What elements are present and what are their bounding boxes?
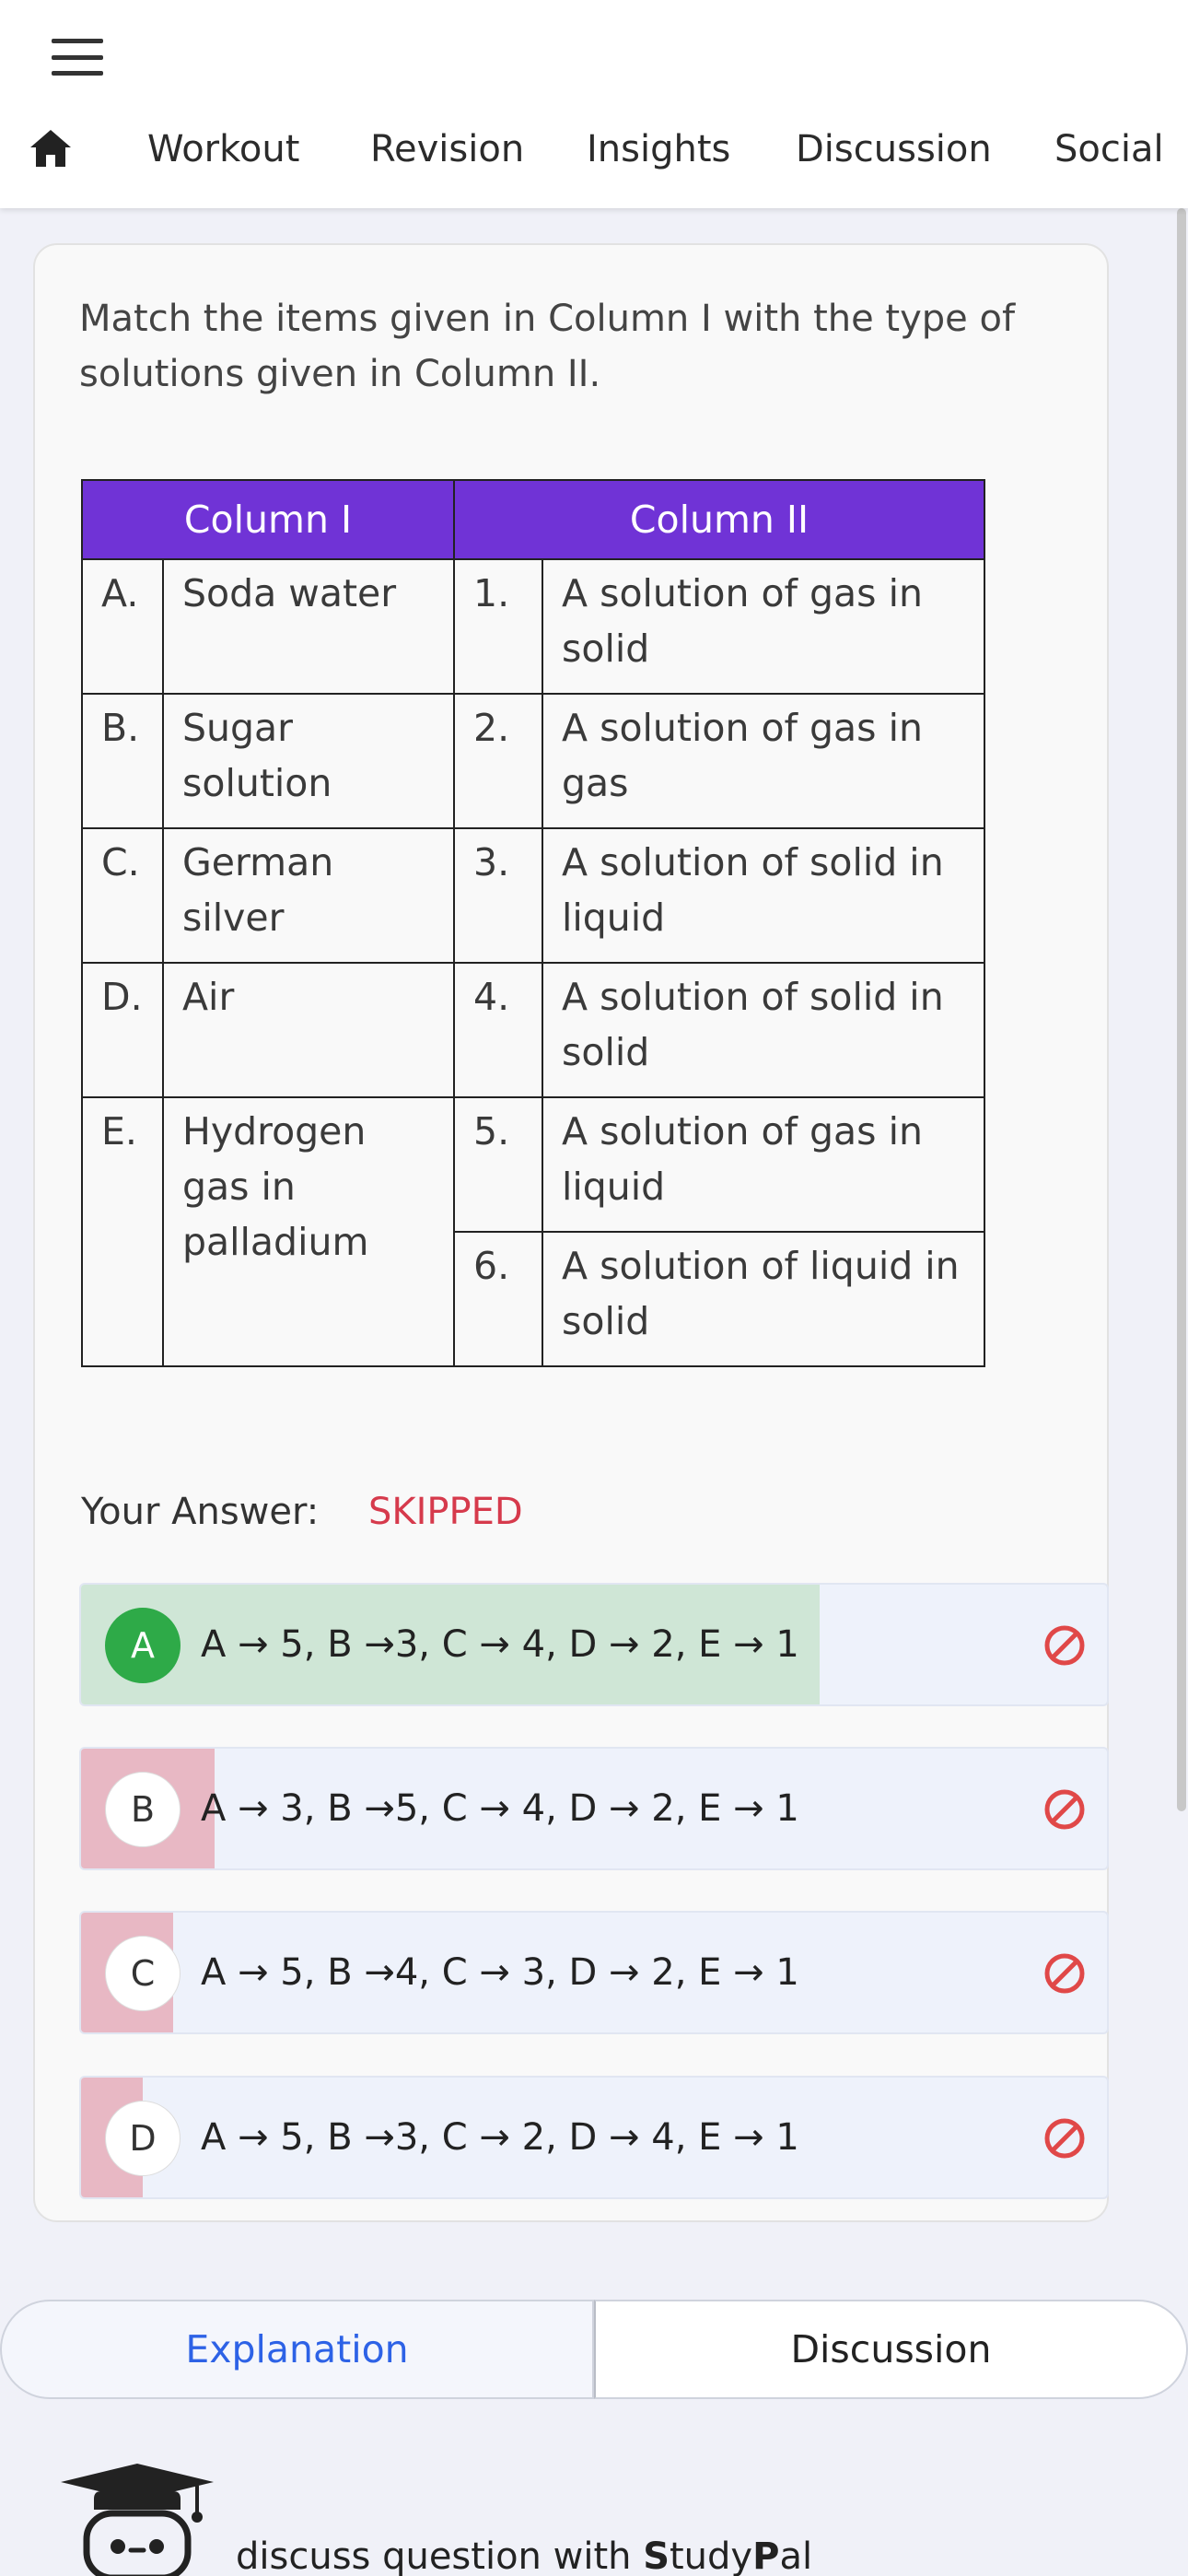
row-type: A solution of gas in solid	[542, 559, 984, 694]
option-text: A → 3, B →5, C → 4, D → 2, E → 1	[201, 1787, 799, 1830]
option-key-badge: B	[105, 1772, 181, 1847]
your-answer-label: Your Answer:	[81, 1491, 320, 1533]
question-card	[33, 243, 1109, 2222]
row-letter: B.	[82, 694, 163, 828]
main-nav	[0, 123, 1188, 175]
option-text: A → 5, B →3, C → 2, D → 4, E → 1	[201, 2116, 799, 2159]
table-row	[82, 694, 984, 828]
ban-icon[interactable]	[1042, 1951, 1087, 1996]
row-letter: D.	[82, 963, 163, 1097]
option-c[interactable]	[79, 1911, 1109, 2034]
row-type: A solution of solid in solid	[542, 963, 984, 1097]
row-item: Air	[163, 963, 454, 1097]
option-d[interactable]	[79, 2076, 1109, 2199]
row-letter: A.	[82, 559, 163, 694]
row-item: Soda water	[163, 559, 454, 694]
row-type: A solution of liquid in solid	[542, 1232, 984, 1366]
menu-icon[interactable]	[52, 39, 103, 76]
studypal-bot-icon[interactable]	[59, 2462, 215, 2576]
option-b[interactable]	[79, 1747, 1109, 1870]
question-text: Match the items given in Column I with the type of solutions given in Column II.	[79, 298, 1016, 395]
nav-item-insights[interactable]: Insights	[587, 128, 731, 170]
studypal-prefix: discuss question with	[236, 2535, 644, 2576]
match-table	[81, 479, 985, 1367]
option-key-badge: C	[105, 1936, 181, 2011]
row-item: German silver	[163, 828, 454, 963]
column-1-header: Column I	[82, 480, 454, 559]
row-number: 3.	[454, 828, 542, 963]
row-number: 1.	[454, 559, 542, 694]
option-text: A → 5, B →4, C → 3, D → 2, E → 1	[201, 1951, 799, 1994]
option-text: A → 5, B →3, C → 4, D → 2, E → 1	[201, 1623, 799, 1666]
table-row	[82, 828, 984, 963]
top-bar	[0, 0, 1188, 208]
row-number: 5.	[454, 1097, 542, 1232]
row-type: A solution of gas in gas	[542, 694, 984, 828]
nav-item-social[interactable]: Social	[1054, 128, 1164, 170]
studypal-al: al	[779, 2535, 813, 2576]
table-header-row	[82, 480, 984, 559]
studypal-s: S	[643, 2535, 670, 2576]
nav-item-discussion[interactable]: Discussion	[796, 128, 992, 170]
row-number: 6.	[454, 1232, 542, 1366]
your-answer-status: SKIPPED	[368, 1491, 523, 1533]
studypal-prompt[interactable]	[236, 2535, 812, 2576]
nav-item-revision[interactable]: Revision	[370, 128, 525, 170]
column-2-header: Column II	[454, 480, 984, 559]
row-letter: E.	[82, 1097, 163, 1366]
row-item: Hydrogen gas in palladium	[163, 1097, 454, 1366]
row-item: Sugar solution	[163, 694, 454, 828]
bottom-tabs	[0, 2300, 1188, 2399]
nav-item-workout[interactable]: Workout	[147, 128, 300, 170]
studypal-p: P	[752, 2535, 780, 2576]
table-row	[82, 963, 984, 1097]
row-type: A solution of solid in liquid	[542, 828, 984, 963]
table-row	[82, 1097, 984, 1232]
row-number: 2.	[454, 694, 542, 828]
tab-discussion[interactable]: Discussion	[594, 2300, 1188, 2399]
ban-icon[interactable]	[1042, 1623, 1087, 1668]
option-key-badge: D	[105, 2101, 181, 2176]
ban-icon[interactable]	[1042, 1787, 1087, 1832]
table-row	[82, 559, 984, 694]
studypal-tudy: tudy	[670, 2535, 753, 2576]
option-a[interactable]	[79, 1583, 1109, 1706]
tab-explanation[interactable]: Explanation	[0, 2300, 594, 2399]
row-number: 4.	[454, 963, 542, 1097]
row-type: A solution of gas in liquid	[542, 1097, 984, 1232]
row-letter: C.	[82, 828, 163, 963]
ban-icon[interactable]	[1042, 2116, 1087, 2160]
scrollbar[interactable]	[1177, 208, 1186, 1811]
option-key-badge: A	[105, 1608, 181, 1683]
